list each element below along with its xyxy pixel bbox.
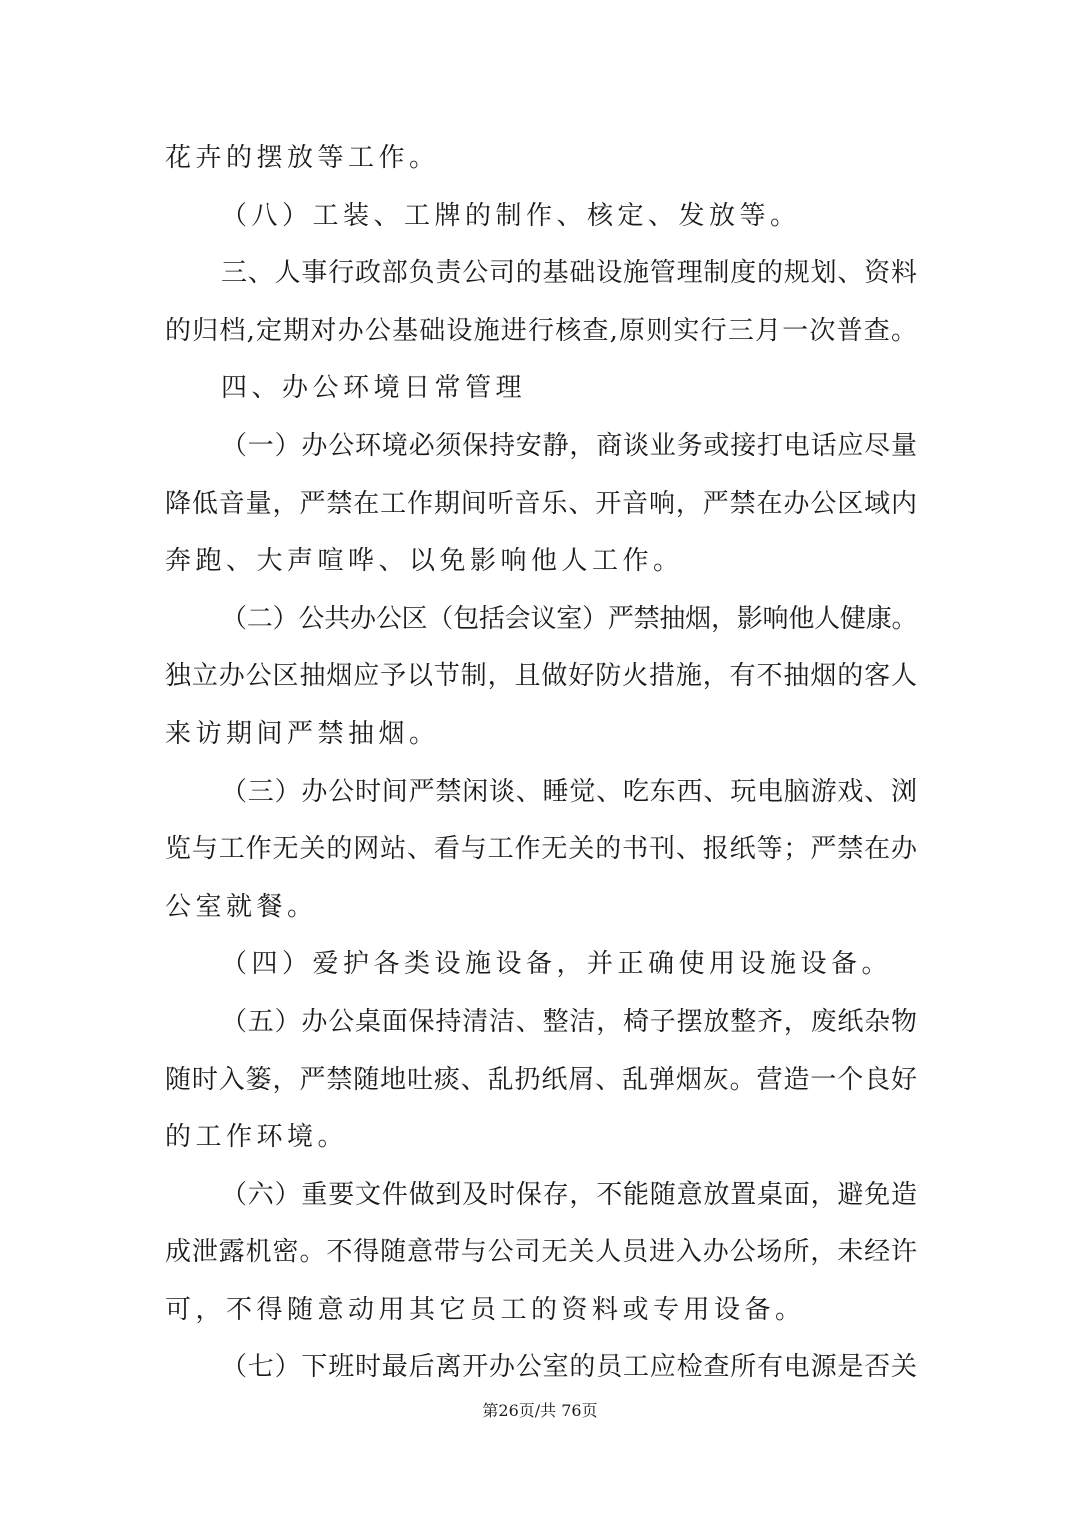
text-line: （三）办公时间严禁闲谈、睡觉、吃东西、玩电脑游戏、浏 [221,776,917,807]
text-line: 四、办公环境日常管理 [221,373,527,404]
text-line: 花卉的摆放等工作。 [165,143,440,173]
text-line: （四）爱护各类设施设备，并正确使用设施设备。 [221,949,893,980]
text-line: 可，不得随意动用其它员工的资料或专用设备。 [165,1294,806,1325]
text-line: 来访期间严禁抽烟。 [165,718,440,749]
text-line: 三、人事行政部负责公司的基础设施管理制度的规划、资料 [221,258,917,289]
text-line: （一）办公环境必须保持安静，商谈业务或接打电话应尽量 [221,430,917,461]
text-line: 的工作环境。 [165,1122,349,1153]
text-line: （五）办公桌面保持清洁、整洁，椅子摆放整齐，废纸杂物 [221,1006,917,1037]
text-line: （六）重要文件做到及时保存，不能随意放置桌面，避免造 [221,1179,917,1210]
text-line: 公室就餐。 [165,891,318,922]
text-line: （二）公共办公区（包括会议室）严禁抽烟，影响他人健康。 [221,603,917,634]
text-line: 降低音量，严禁在工作期间听音乐、开音响，严禁在办公区域内 [165,488,917,519]
text-line: 随时入篓，严禁随地吐痰、乱扔纸屑、乱弹烟灰。营造一个良好 [165,1064,917,1095]
text-line: 的归档,定期对办公基础设施进行核查,原则实行三月一次普查。 [165,315,917,346]
page-number-footer: 第26页/共 76页 [482,1401,598,1420]
text-line: 成泄露机密。不得随意带与公司无关人员进入办公场所，未经许 [165,1237,917,1268]
text-line: （七）下班时最后离开办公室的员工应检查所有电源是否关 [221,1352,917,1383]
text-line: （八）工装、工牌的制作、核定、发放等。 [221,200,801,231]
text-line: 独立办公区抽烟应予以节制，且做好防火措施，有不抽烟的客人 [165,661,917,692]
document-body [165,130,917,1397]
text-line: 览与工作无关的网站、看与工作无关的书刊、报纸等；严禁在办 [165,834,917,865]
text-line: 奔跑、大声喧哗、以免影响他人工作。 [165,546,684,577]
